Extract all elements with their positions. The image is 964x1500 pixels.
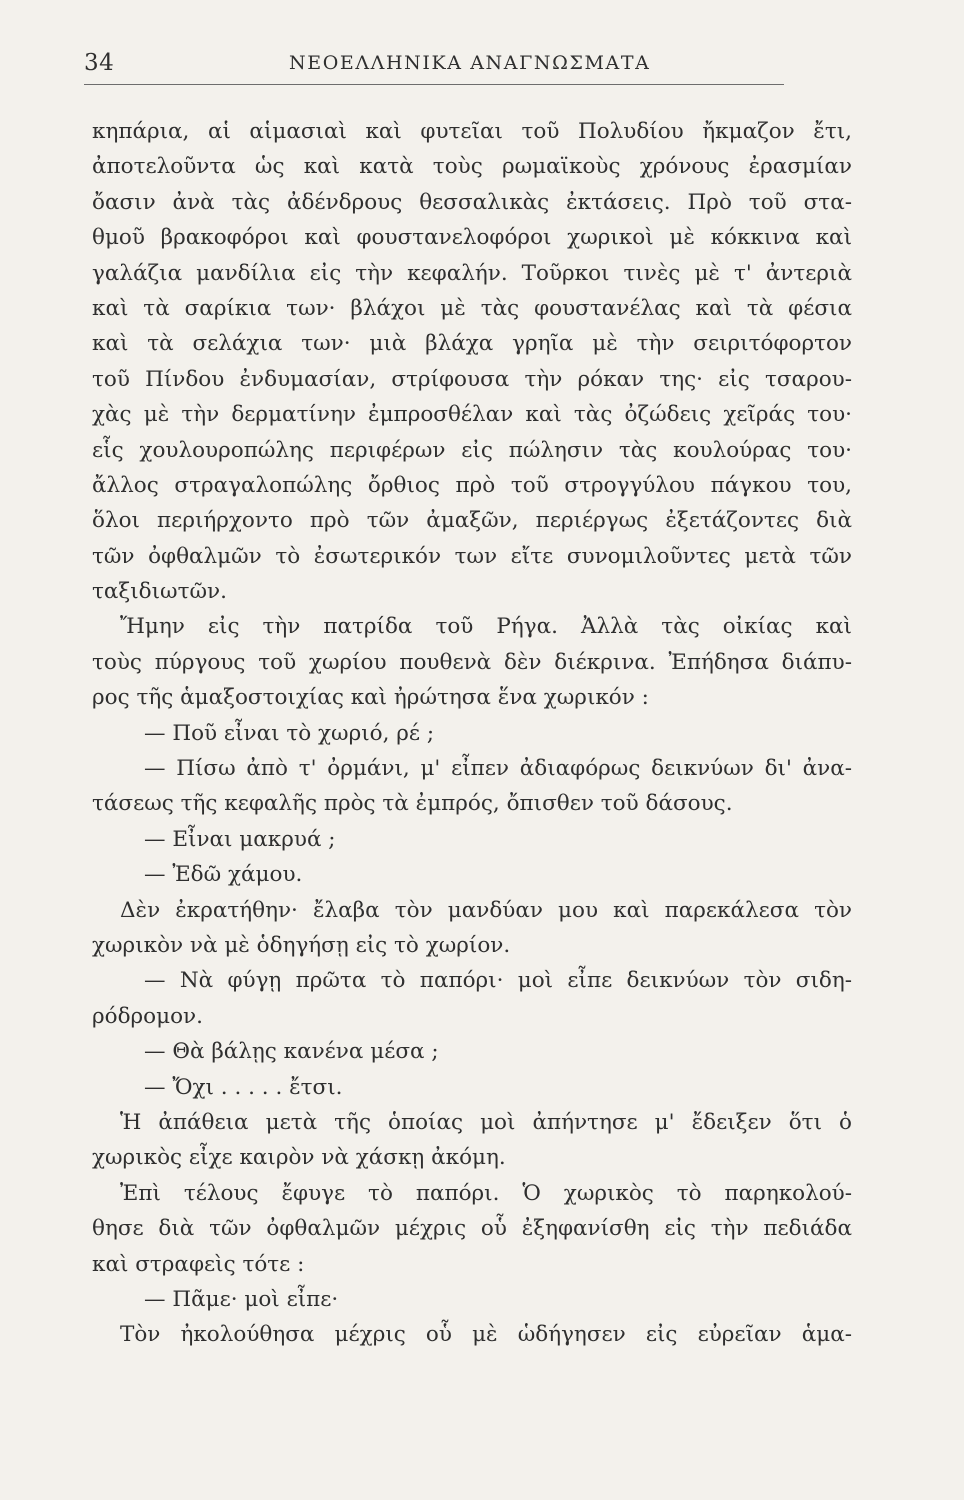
header-rule — [84, 84, 784, 85]
dialogue-line: — Θὰ βάλῃς κανένα μέσα ; — [144, 1039, 439, 1065]
text-line: χωρικὸν νὰ μὲ ὁδηγήσῃ εἰς τὸ χωρίον. — [92, 932, 511, 958]
text-line: ὄασιν ἀνὰ τὰς ἀδένδρους θεσσαλικὰς ἐκτάσεις. Πρὸ τοῦ στα- — [92, 189, 852, 215]
text-line: θησε διὰ τῶν ὀφθαλμῶν μέχρις οὗ ἐξηφανίσθη εἰς τὴν πεδιάδα — [92, 1216, 852, 1242]
text-line: ρόδρομον. — [92, 1003, 203, 1029]
dialogue-line: — Ποῦ εἶναι τὸ χωριό, ρέ ; — [144, 720, 435, 746]
text-line: καὶ στραφεὶς τότε : — [92, 1251, 305, 1277]
text-line: ρος τῆς ἁμαξοστοιχίας καὶ ἠρώτησα ἕνα χωρικόν : — [92, 685, 649, 711]
text-line: χωρικὸς εἶχε καιρὸν νὰ χάσκῃ ἀκόμη. — [92, 1145, 506, 1171]
dialogue-line: — Νὰ φύγῃ πρῶτα τὸ παπόρι· μοὶ εἶπε δεικνύων τὸν σιδη- — [144, 968, 852, 994]
dialogue-line: — Ὄχι . . . . . ἔτσι. — [144, 1074, 343, 1100]
dialogue-line: — Πᾶμε· μοὶ εἶπε· — [144, 1286, 339, 1312]
text-line: χὰς μὲ τὴν δερματίνην ἐμπροσθέλαν καὶ τὰς ὀζώδεις χεῖράς του· — [92, 402, 852, 428]
body-text — [92, 114, 852, 1353]
running-title: ΝΕΟΕΛΛΗΝΙΚΑ ΑΝΑΓΝΩΣΜΑΤΑ — [289, 52, 651, 74]
text-line: κηπάρια, αἱ αἱμασιαὶ καὶ φυτεῖαι τοῦ Πολυδίου ἤκμαζον ἔτι, — [92, 119, 852, 144]
text-line: Δὲν ἐκρατήθην· ἔλαβα τὸν μανδύαν μου καὶ παρεκάλεσα τὸν — [120, 897, 852, 923]
text-line: καὶ τὰ σελάχια των· μιὰ βλάχα γρηῖα μὲ τὴν σειριτόφορτον — [92, 331, 852, 357]
text-line: ἀποτελοῦντα ὡς καὶ κατὰ τοὺς ρωμαϊκοὺς χρόνους ἐρασμίαν — [92, 154, 852, 180]
text-line: Ἡ ἀπάθεια μετὰ τῆς ὁποίας μοὶ ἀπήντησε μ' ἔδειξεν ὅτι ὁ — [120, 1109, 852, 1135]
text-line: καὶ τὰ σαρίκια των· βλάχοι μὲ τὰς φουστανέλας καὶ τὰ φέσια — [92, 295, 852, 321]
text-line: εἷς χουλουροπώλης περιφέρων εἰς πώλησιν τὰς κουλούρας του· — [92, 437, 852, 463]
dialogue-line: — Πίσω ἀπὸ τ' ὀρμάνι, μ' εἶπεν ἀδιαφόρως δεικνύων δι' ἀνα- — [144, 756, 852, 782]
page-header — [84, 50, 850, 86]
dialogue-line: — Εἶναι μακρυά ; — [144, 826, 336, 852]
text-line: τοῦ Πίνδου ἐνδυμασίαν, στρίφουσα τὴν ρόκαν της· εἰς τσαρου- — [92, 366, 852, 392]
text-line: ταξιδιωτῶν. — [92, 579, 227, 605]
text-line: τάσεως τῆς κεφαλῆς πρὸς τὰ ἐμπρός, ὄπισθεν τοῦ δάσους. — [92, 791, 733, 817]
text-line: Ἐπὶ τέλους ἔφυγε τὸ παπόρι. Ὁ χωρικὸς τὸ παρηκολού- — [120, 1180, 852, 1206]
dialogue-line: — Ἐδῶ χάμου. — [144, 862, 303, 888]
page-number: 34 — [84, 50, 115, 76]
text-line: Τὸν ἠκολούθησα μέχρις οὗ μὲ ὡδήγησεν εἰς εὐρεῖαν ἁμα- — [120, 1322, 852, 1348]
text-line: ὅλοι περιήρχοντο πρὸ τῶν ἀμαξῶν, περιέργως ἐξετάζοντες διὰ — [92, 508, 852, 534]
text-line: ἄλλος στραγαλοπώλης ὄρθιος πρὸ τοῦ στρογγύλου πάγκου του, — [92, 472, 852, 498]
text-line: τοὺς πύργους τοῦ χωρίου πουθενὰ δὲν διέκρινα. Ἐπήδησα διάπυ- — [92, 649, 852, 675]
text-line: γαλάζια μανδίλια εἰς τὴν κεφαλήν. Τοῦρκοι τινὲς μὲ τ' ἀντεριὰ — [92, 260, 852, 286]
text-line: θμοῦ βρακοφόροι καὶ φουστανελοφόροι χωρικοὶ μὲ κόκκινα καὶ — [92, 225, 852, 251]
text-line: τῶν ὀφθαλμῶν τὸ ἐσωτερικόν των εἴτε συνομιλοῦντες μετὰ τῶν — [92, 543, 852, 569]
text-line: Ἤμην εἰς τὴν πατρίδα τοῦ Ρήγα. Ἀλλὰ τὰς οἰκίας καὶ — [120, 614, 852, 640]
